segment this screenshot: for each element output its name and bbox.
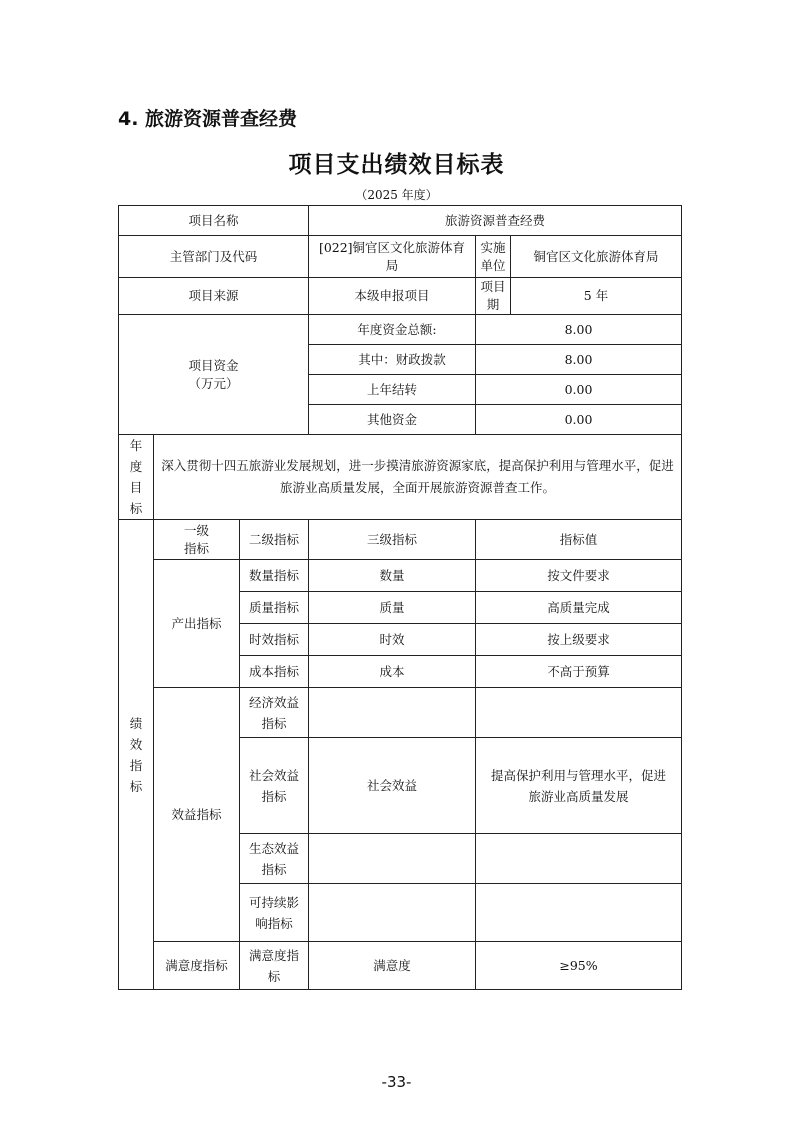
- annual-goal-text: 深入贯彻十四五旅游业发展规划，进一步摸清旅游资源家底，提高保护利用与管理水平，促进旅游业高质量发展，全面开展旅游资源普查工作。: [154, 435, 682, 520]
- table-row-level2: 质量指标: [240, 592, 309, 624]
- table-row-level2: 数量指标: [240, 560, 309, 592]
- table-row-level2: 成本指标: [240, 656, 309, 688]
- table-row-level3: [309, 834, 476, 884]
- year-label: （2025 年度）: [355, 188, 438, 202]
- table-row-value: [476, 834, 682, 884]
- funds-label-line1: 项目资金: [188, 357, 239, 373]
- performance-target-table: [118, 205, 682, 990]
- annual-goal-label: 年度目标: [119, 435, 154, 520]
- table-row-value: 高质量完成: [476, 592, 682, 624]
- funds-fiscal-label: 其中：财政拨款: [309, 345, 476, 375]
- funds-fiscal-value: 8.00: [476, 345, 682, 375]
- table-row-level3: 数量: [309, 560, 476, 592]
- table-row-level2: 生态效益 指标: [240, 834, 309, 884]
- funds-carryover-label: 上年结转: [309, 375, 476, 405]
- project-source-value: 本级申报项目: [309, 278, 476, 315]
- department-label: 主管部门及代码: [119, 236, 309, 278]
- table-row-value: [476, 688, 682, 738]
- implementing-unit-label: 实施单位: [476, 236, 511, 278]
- table-row-level3: [309, 688, 476, 738]
- table-row-level3: 社会效益: [309, 738, 476, 834]
- funds-total-label: 年度资金总额:: [309, 315, 476, 345]
- table-row-level3: 满意度: [309, 942, 476, 990]
- table-row-level2: 可持续影 响指标: [240, 884, 309, 942]
- department-value: [022]铜官区文化旅游体育局: [309, 236, 476, 278]
- table-row-level2: 时效指标: [240, 624, 309, 656]
- section-title: 4. 旅游资源普查经费: [118, 108, 298, 130]
- header-level2: 二级指标: [240, 520, 309, 560]
- table-row-level3: 质量: [309, 592, 476, 624]
- header-value: 指标值: [476, 520, 682, 560]
- implementing-unit-value: 铜官区文化旅游体育局: [511, 236, 682, 278]
- table-row-level3: 成本: [309, 656, 476, 688]
- project-period-label: 项目期: [476, 278, 511, 315]
- header-level3: 三级指标: [309, 520, 476, 560]
- header-level1: 一级 指标: [154, 520, 240, 560]
- table-row-value: 按上级要求: [476, 624, 682, 656]
- project-source-label: 项目来源: [119, 278, 309, 315]
- benefit-indicators-label: 效益指标: [154, 688, 240, 942]
- table-row-value: [476, 884, 682, 942]
- page-title: 项目支出绩效目标表: [288, 152, 505, 178]
- table-row-level2: 经济效益 指标: [240, 688, 309, 738]
- table-row-level3: 时效: [309, 624, 476, 656]
- funds-other-value: 0.00: [476, 405, 682, 435]
- funds-label: [119, 315, 309, 435]
- table-row-value: 不高于预算: [476, 656, 682, 688]
- funds-other-label: 其他资金: [309, 405, 476, 435]
- table-row-value: 提高保护利用与管理水平，促进 旅游业高质量发展: [476, 738, 682, 834]
- page-number: -33-: [381, 1073, 412, 1091]
- table-row-value: ≥95%: [476, 942, 682, 990]
- project-name-label: 项目名称: [119, 206, 309, 236]
- funds-carryover-value: 0.00: [476, 375, 682, 405]
- funds-label-line2: （万元）: [188, 375, 239, 391]
- funds-total-value: 8.00: [476, 315, 682, 345]
- table-row-level2: 社会效益 指标: [240, 738, 309, 834]
- table-row-level2: 满意度指 标: [240, 942, 309, 990]
- output-indicators-label: 产出指标: [154, 560, 240, 688]
- satisfaction-indicators-label: 满意度指标: [154, 942, 240, 990]
- indicators-section-label: 绩效指标: [119, 520, 154, 990]
- table-row-level3: [309, 884, 476, 942]
- table-row-value: 按文件要求: [476, 560, 682, 592]
- project-name-value: 旅游资源普查经费: [309, 206, 682, 236]
- project-period-value: 5 年: [511, 278, 682, 315]
